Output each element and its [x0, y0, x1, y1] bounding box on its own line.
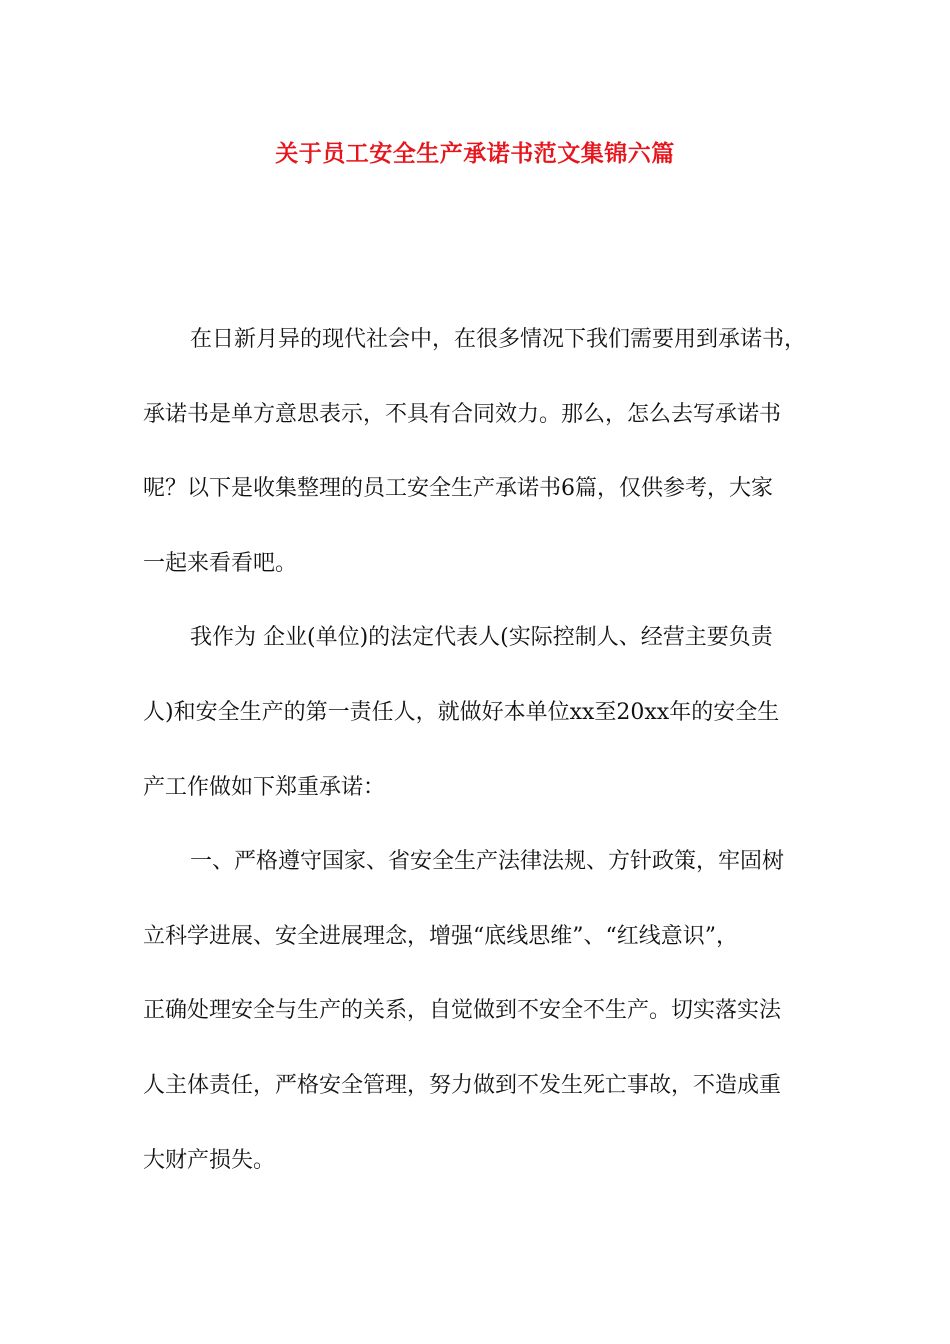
- text-line: 人)和安全生产的第一责任人，就做好本单位xx至20xx年的安全生: [143, 699, 780, 725]
- text-line: 正确处理安全与生产的关系，自觉做到不安全不生产。切实落实法: [143, 998, 782, 1024]
- paragraph-commitment-intro: [143, 601, 831, 825]
- paragraph-item-one: [143, 825, 831, 1198]
- text-line: 呢？以下是收集整理的员工安全生产承诺书6篇，仅供参考，大家: [143, 476, 773, 502]
- paragraph-intro: [143, 303, 831, 601]
- text-line: 承诺书是单方意思表示，不具有合同效力。那么，怎么去写承诺书: [143, 401, 782, 427]
- document-title: 关于员工安全生产承诺书范文集锦六篇: [275, 140, 675, 167]
- text-line: 在日新月异的现代社会中，在很多情况下我们需要用到承诺书，: [190, 327, 807, 352]
- text-line: 大财产损失。: [143, 1147, 276, 1173]
- text-line: 人主体责任，严格安全管理，努力做到不发生死亡事故，不造成重: [143, 1072, 782, 1098]
- document-body: [143, 303, 831, 1198]
- text-line: 产工作做如下郑重承诺：: [143, 774, 386, 800]
- text-line: 一起来看看吧。: [143, 550, 298, 576]
- text-line: 我作为 企业(单位)的法定代表人(实际控制人、经营主要负责: [190, 625, 773, 651]
- text-line: 一、严格遵守国家、省安全生产法律法规、方针政策，牢固树: [190, 849, 785, 875]
- text-line: 立科学进展、安全进展理念，增强“底线思维”、“红线意识”，: [143, 923, 738, 949]
